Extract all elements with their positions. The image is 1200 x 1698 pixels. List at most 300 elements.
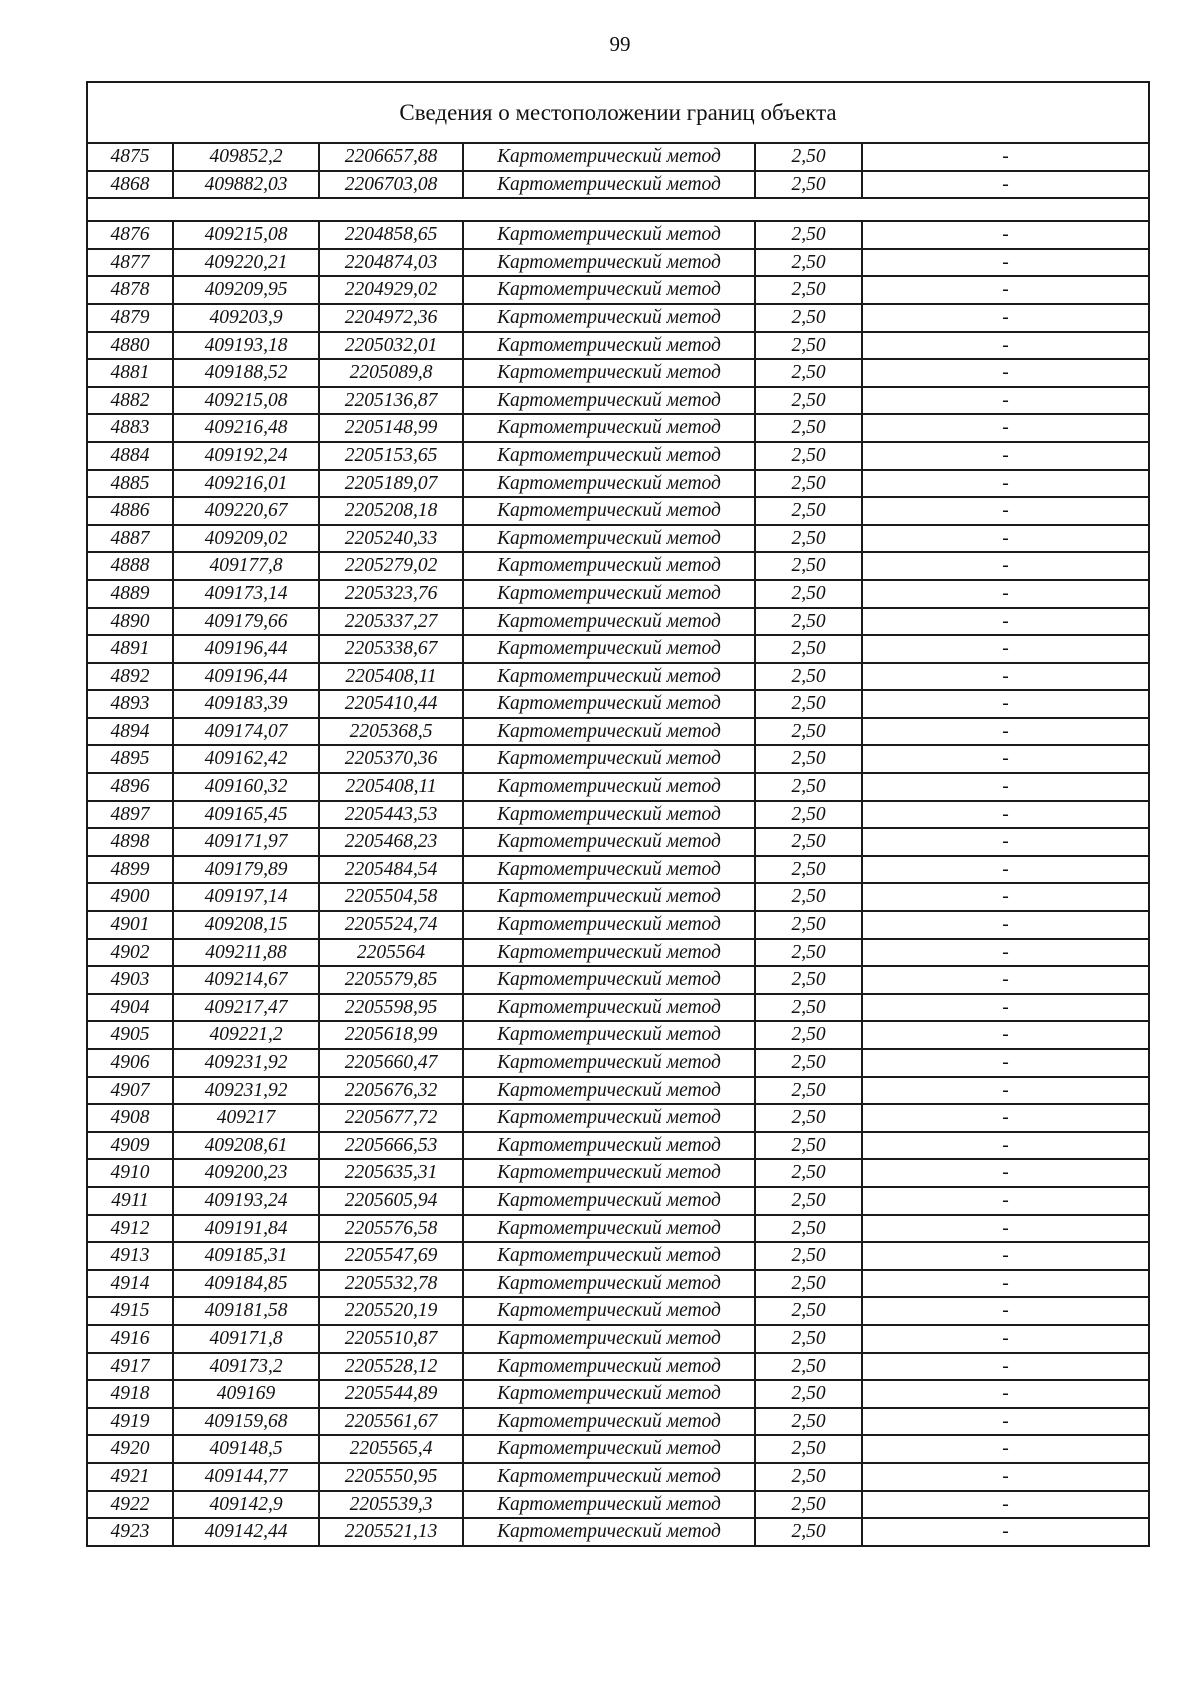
method-cell: Картометрический метод [463,635,755,663]
point-number-cell: 4891 [87,635,173,663]
point-number-cell: 4884 [87,442,173,470]
method-cell: Картометрический метод [463,359,755,387]
method-cell: Картометрический метод [463,663,755,691]
method-cell: Картометрический метод [463,745,755,773]
precision-cell: 2,50 [755,1353,862,1381]
x-coordinate-cell: 409200,23 [173,1159,319,1187]
precision-cell: 2,50 [755,1518,862,1546]
description-cell: - [862,663,1149,691]
page-number: 99 [609,32,631,56]
x-coordinate-cell: 409216,48 [173,414,319,442]
description-cell: - [862,1325,1149,1353]
x-coordinate-cell: 409196,44 [173,663,319,691]
y-coordinate-cell: 2205089,8 [319,359,463,387]
precision-cell: 2,50 [755,276,862,304]
y-coordinate-cell: 2205279,02 [319,552,463,580]
precision-cell: 2,50 [755,1215,862,1243]
y-coordinate-cell: 2205544,89 [319,1380,463,1408]
y-coordinate-cell: 2205605,94 [319,1187,463,1215]
description-cell: - [862,856,1149,884]
table-row [87,1491,1149,1519]
table-row [87,332,1149,360]
x-coordinate-cell: 409162,42 [173,745,319,773]
precision-cell: 2,50 [755,1325,862,1353]
point-number-cell: 4876 [87,221,173,249]
precision-cell: 2,50 [755,1077,862,1105]
point-number-cell: 4903 [87,966,173,994]
y-coordinate-cell: 2205532,78 [319,1270,463,1298]
precision-cell: 2,50 [755,1159,862,1187]
description-cell: - [862,359,1149,387]
precision-cell: 2,50 [755,470,862,498]
method-cell: Картометрический метод [463,143,755,171]
description-cell: - [862,911,1149,939]
method-cell: Картометрический метод [463,690,755,718]
description-cell: - [862,276,1149,304]
table-row [87,1242,1149,1270]
description-cell: - [862,1463,1149,1491]
description-cell: - [862,332,1149,360]
point-number-cell: 4868 [87,171,173,199]
y-coordinate-cell: 2204874,03 [319,249,463,277]
table-title: Сведения о местоположении границ объекта [87,82,1149,143]
point-number-cell: 4886 [87,497,173,525]
table-row [87,171,1149,199]
x-coordinate-cell: 409191,84 [173,1215,319,1243]
method-cell: Картометрический метод [463,470,755,498]
table-row [87,221,1149,249]
description-cell: - [862,1077,1149,1105]
description-cell: - [862,249,1149,277]
y-coordinate-cell: 2204929,02 [319,276,463,304]
table-row [87,1187,1149,1215]
method-cell: Картометрический метод [463,387,755,415]
y-coordinate-cell: 2205666,53 [319,1132,463,1160]
description-cell: - [862,883,1149,911]
point-number-cell: 4902 [87,939,173,967]
method-cell: Картометрический метод [463,1242,755,1270]
description-cell: - [862,552,1149,580]
method-cell: Картометрический метод [463,552,755,580]
point-number-cell: 4882 [87,387,173,415]
description-cell: - [862,1021,1149,1049]
description-cell: - [862,442,1149,470]
description-cell: - [862,1132,1149,1160]
precision-cell: 2,50 [755,1297,862,1325]
table-title-row [87,82,1149,143]
point-number-cell: 4890 [87,608,173,636]
y-coordinate-cell: 2205521,13 [319,1518,463,1546]
table-row [87,1049,1149,1077]
precision-cell: 2,50 [755,718,862,746]
method-cell: Картометрический метод [463,801,755,829]
point-number-cell: 4919 [87,1408,173,1436]
y-coordinate-cell: 2205564 [319,939,463,967]
table-row [87,1435,1149,1463]
point-number-cell: 4906 [87,1049,173,1077]
method-cell: Картометрический метод [463,828,755,856]
description-cell: - [862,1159,1149,1187]
point-number-cell: 4895 [87,745,173,773]
point-number-cell: 4923 [87,1518,173,1546]
precision-cell: 2,50 [755,856,862,884]
precision-cell: 2,50 [755,1435,862,1463]
method-cell: Картометрический метод [463,580,755,608]
table-row [87,359,1149,387]
x-coordinate-cell: 409171,97 [173,828,319,856]
x-coordinate-cell: 409208,61 [173,1132,319,1160]
precision-cell: 2,50 [755,1049,862,1077]
description-cell: - [862,1408,1149,1436]
x-coordinate-cell: 409221,2 [173,1021,319,1049]
description-cell: - [862,1491,1149,1519]
point-number-cell: 4875 [87,143,173,171]
point-number-cell: 4914 [87,1270,173,1298]
method-cell: Картометрический метод [463,1187,755,1215]
x-coordinate-cell: 409174,07 [173,718,319,746]
table-row [87,552,1149,580]
x-coordinate-cell: 409220,21 [173,249,319,277]
precision-cell: 2,50 [755,1187,862,1215]
description-cell: - [862,1187,1149,1215]
x-coordinate-cell: 409160,32 [173,773,319,801]
x-coordinate-cell: 409148,5 [173,1435,319,1463]
y-coordinate-cell: 2205136,87 [319,387,463,415]
description-cell: - [862,470,1149,498]
y-coordinate-cell: 2205561,67 [319,1408,463,1436]
precision-cell: 2,50 [755,143,862,171]
x-coordinate-cell: 409882,03 [173,171,319,199]
point-number-cell: 4892 [87,663,173,691]
method-cell: Картометрический метод [463,221,755,249]
description-cell: - [862,939,1149,967]
point-number-cell: 4885 [87,470,173,498]
table-row [87,442,1149,470]
x-coordinate-cell: 409217,47 [173,994,319,1022]
precision-cell: 2,50 [755,1021,862,1049]
x-coordinate-cell: 409203,9 [173,304,319,332]
description-cell: - [862,1518,1149,1546]
precision-cell: 2,50 [755,1491,862,1519]
y-coordinate-cell: 2205337,27 [319,608,463,636]
precision-cell: 2,50 [755,911,862,939]
point-number-cell: 4910 [87,1159,173,1187]
y-coordinate-cell: 2205408,11 [319,663,463,691]
y-coordinate-cell: 2206703,08 [319,171,463,199]
table-row [87,249,1149,277]
point-number-cell: 4909 [87,1132,173,1160]
x-coordinate-cell: 409231,92 [173,1077,319,1105]
description-cell: - [862,525,1149,553]
y-coordinate-cell: 2205148,99 [319,414,463,442]
point-number-cell: 4901 [87,911,173,939]
point-number-cell: 4889 [87,580,173,608]
point-number-cell: 4900 [87,883,173,911]
description-cell: - [862,497,1149,525]
method-cell: Картометрический метод [463,497,755,525]
table-row [87,580,1149,608]
description-cell: - [862,414,1149,442]
description-cell: - [862,1435,1149,1463]
method-cell: Картометрический метод [463,1325,755,1353]
boundary-points-table [86,81,1150,1547]
x-coordinate-cell: 409181,58 [173,1297,319,1325]
y-coordinate-cell: 2205153,65 [319,442,463,470]
x-coordinate-cell: 409144,77 [173,1463,319,1491]
method-cell: Картометрический метод [463,1435,755,1463]
method-cell: Картометрический метод [463,608,755,636]
precision-cell: 2,50 [755,171,862,199]
table-row [87,745,1149,773]
method-cell: Картометрический метод [463,171,755,199]
y-coordinate-cell: 2205565,4 [319,1435,463,1463]
description-cell: - [862,387,1149,415]
table-row [87,635,1149,663]
y-coordinate-cell: 2205576,58 [319,1215,463,1243]
precision-cell: 2,50 [755,442,862,470]
separator-cell [87,198,1149,221]
y-coordinate-cell: 2205189,07 [319,470,463,498]
method-cell: Картометрический метод [463,1463,755,1491]
description-cell: - [862,1104,1149,1132]
y-coordinate-cell: 2205635,31 [319,1159,463,1187]
description-cell: - [862,608,1149,636]
x-coordinate-cell: 409211,88 [173,939,319,967]
table-row [87,718,1149,746]
precision-cell: 2,50 [755,690,862,718]
x-coordinate-cell: 409184,85 [173,1270,319,1298]
method-cell: Картометрический метод [463,414,755,442]
point-number-cell: 4880 [87,332,173,360]
precision-cell: 2,50 [755,525,862,553]
precision-cell: 2,50 [755,663,862,691]
x-coordinate-cell: 409193,24 [173,1187,319,1215]
method-cell: Картометрический метод [463,1408,755,1436]
y-coordinate-cell: 2205484,54 [319,856,463,884]
description-cell: - [862,1380,1149,1408]
method-cell: Картометрический метод [463,718,755,746]
point-number-cell: 4897 [87,801,173,829]
x-coordinate-cell: 409197,14 [173,883,319,911]
y-coordinate-cell: 2205443,53 [319,801,463,829]
method-cell: Картометрический метод [463,249,755,277]
table-row [87,828,1149,856]
y-coordinate-cell: 2205510,87 [319,1325,463,1353]
x-coordinate-cell: 409179,89 [173,856,319,884]
point-number-cell: 4913 [87,1242,173,1270]
table-row [87,1159,1149,1187]
y-coordinate-cell: 2205468,23 [319,828,463,856]
precision-cell: 2,50 [755,332,862,360]
y-coordinate-cell: 2205370,36 [319,745,463,773]
precision-cell: 2,50 [755,883,862,911]
precision-cell: 2,50 [755,745,862,773]
description-cell: - [862,1270,1149,1298]
table-row [87,1021,1149,1049]
description-cell: - [862,304,1149,332]
point-number-cell: 4904 [87,994,173,1022]
table-row [87,883,1149,911]
table-row [87,497,1149,525]
method-cell: Картометрический метод [463,856,755,884]
precision-cell: 2,50 [755,966,862,994]
description-cell: - [862,966,1149,994]
table-row [87,856,1149,884]
point-number-cell: 4905 [87,1021,173,1049]
point-number-cell: 4879 [87,304,173,332]
point-number-cell: 4921 [87,1463,173,1491]
method-cell: Картометрический метод [463,994,755,1022]
point-number-cell: 4918 [87,1380,173,1408]
point-number-cell: 4907 [87,1077,173,1105]
description-cell: - [862,773,1149,801]
point-number-cell: 4877 [87,249,173,277]
precision-cell: 2,50 [755,552,862,580]
table-row [87,470,1149,498]
method-cell: Картометрический метод [463,525,755,553]
table-body [87,82,1149,1546]
description-cell: - [862,1215,1149,1243]
precision-cell: 2,50 [755,497,862,525]
table-row [87,414,1149,442]
description-cell: - [862,1049,1149,1077]
precision-cell: 2,50 [755,1463,862,1491]
method-cell: Картометрический метод [463,1491,755,1519]
table-row [87,690,1149,718]
x-coordinate-cell: 409192,24 [173,442,319,470]
y-coordinate-cell: 2205539,3 [319,1491,463,1519]
point-number-cell: 4911 [87,1187,173,1215]
precision-cell: 2,50 [755,387,862,415]
precision-cell: 2,50 [755,580,862,608]
method-cell: Картометрический метод [463,1353,755,1381]
x-coordinate-cell: 409177,8 [173,552,319,580]
precision-cell: 2,50 [755,1270,862,1298]
y-coordinate-cell: 2205504,58 [319,883,463,911]
table-row [87,1518,1149,1546]
x-coordinate-cell: 409193,18 [173,332,319,360]
table-row [87,276,1149,304]
method-cell: Картометрический метод [463,304,755,332]
table-row [87,1132,1149,1160]
point-number-cell: 4922 [87,1491,173,1519]
description-cell: - [862,635,1149,663]
point-number-cell: 4908 [87,1104,173,1132]
y-coordinate-cell: 2204858,65 [319,221,463,249]
method-cell: Картометрический метод [463,1270,755,1298]
y-coordinate-cell: 2205520,19 [319,1297,463,1325]
table-row [87,994,1149,1022]
table-row [87,801,1149,829]
y-coordinate-cell: 2205660,47 [319,1049,463,1077]
description-cell: - [862,1297,1149,1325]
precision-cell: 2,50 [755,939,862,967]
x-coordinate-cell: 409169 [173,1380,319,1408]
x-coordinate-cell: 409173,14 [173,580,319,608]
precision-cell: 2,50 [755,1132,862,1160]
method-cell: Картометрический метод [463,1132,755,1160]
y-coordinate-cell: 2205677,72 [319,1104,463,1132]
method-cell: Картометрический метод [463,1518,755,1546]
y-coordinate-cell: 2205032,01 [319,332,463,360]
description-cell: - [862,718,1149,746]
y-coordinate-cell: 2206657,88 [319,143,463,171]
x-coordinate-cell: 409231,92 [173,1049,319,1077]
method-cell: Картометрический метод [463,1380,755,1408]
table-row [87,1353,1149,1381]
x-coordinate-cell: 409215,08 [173,221,319,249]
method-cell: Картометрический метод [463,276,755,304]
description-cell: - [862,221,1149,249]
precision-cell: 2,50 [755,1242,862,1270]
x-coordinate-cell: 409188,52 [173,359,319,387]
method-cell: Картометрический метод [463,1104,755,1132]
method-cell: Картометрический метод [463,1077,755,1105]
x-coordinate-cell: 409214,67 [173,966,319,994]
point-number-cell: 4912 [87,1215,173,1243]
y-coordinate-cell: 2205323,76 [319,580,463,608]
y-coordinate-cell: 2205676,32 [319,1077,463,1105]
table-row [87,911,1149,939]
description-cell: - [862,994,1149,1022]
y-coordinate-cell: 2205618,99 [319,1021,463,1049]
x-coordinate-cell: 409142,9 [173,1491,319,1519]
precision-cell: 2,50 [755,221,862,249]
precision-cell: 2,50 [755,608,862,636]
table-row [87,387,1149,415]
y-coordinate-cell: 2205208,18 [319,497,463,525]
table-row [87,608,1149,636]
y-coordinate-cell: 2205368,5 [319,718,463,746]
precision-cell: 2,50 [755,635,862,663]
point-number-cell: 4878 [87,276,173,304]
point-number-cell: 4899 [87,856,173,884]
x-coordinate-cell: 409171,8 [173,1325,319,1353]
x-coordinate-cell: 409216,01 [173,470,319,498]
x-coordinate-cell: 409217 [173,1104,319,1132]
description-cell: - [862,580,1149,608]
point-number-cell: 4883 [87,414,173,442]
y-coordinate-cell: 2205524,74 [319,911,463,939]
description-cell: - [862,801,1149,829]
description-cell: - [862,745,1149,773]
precision-cell: 2,50 [755,249,862,277]
method-cell: Картометрический метод [463,1049,755,1077]
precision-cell: 2,50 [755,801,862,829]
table-row [87,939,1149,967]
method-cell: Картометрический метод [463,773,755,801]
x-coordinate-cell: 409142,44 [173,1518,319,1546]
precision-cell: 2,50 [755,1380,862,1408]
method-cell: Картометрический метод [463,1297,755,1325]
description-cell: - [862,1242,1149,1270]
precision-cell: 2,50 [755,304,862,332]
precision-cell: 2,50 [755,414,862,442]
method-cell: Картометрический метод [463,442,755,470]
table-row [87,1104,1149,1132]
table-row [87,1297,1149,1325]
method-cell: Картометрический метод [463,1021,755,1049]
table-row [87,525,1149,553]
table-row [87,1270,1149,1298]
x-coordinate-cell: 409208,15 [173,911,319,939]
point-number-cell: 4893 [87,690,173,718]
point-number-cell: 4916 [87,1325,173,1353]
table-row [87,1463,1149,1491]
x-coordinate-cell: 409173,2 [173,1353,319,1381]
method-cell: Картометрический метод [463,939,755,967]
y-coordinate-cell: 2204972,36 [319,304,463,332]
